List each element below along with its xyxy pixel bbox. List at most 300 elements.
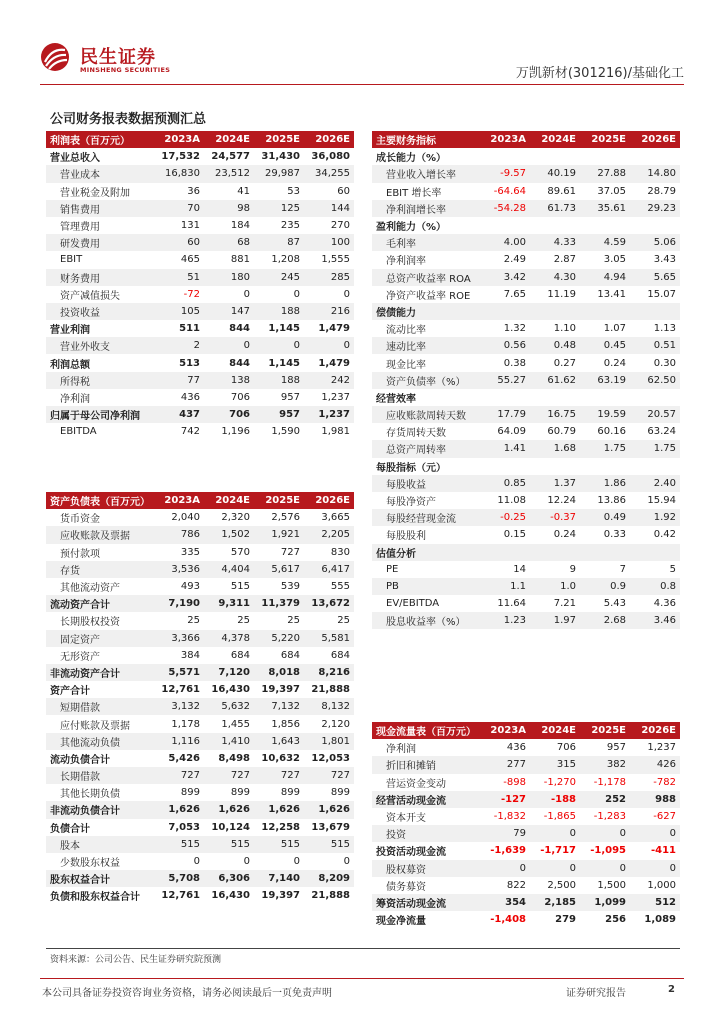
value-cell: 0.24	[603, 357, 626, 369]
value-cell: 144	[304, 200, 354, 217]
row-label: 其他流动负债	[46, 733, 154, 750]
value-cell: 0.38	[503, 357, 526, 369]
income-statement-table	[46, 131, 354, 440]
value-cell: -782	[653, 776, 676, 788]
value-cell: 1.13	[653, 323, 676, 335]
value-cell: 5,617	[254, 561, 304, 578]
row-label: 营运资金变动	[386, 778, 446, 790]
row-label: 归属于母公司净利润	[46, 406, 154, 423]
value-cell: 1.1	[480, 578, 530, 595]
row-label: 应收账款及票据	[46, 526, 154, 543]
value-cell: -1,283	[593, 811, 626, 823]
value-cell	[480, 217, 530, 234]
value-cell	[530, 217, 580, 234]
row-label: 净利润率	[386, 256, 426, 268]
value-cell: 36,080	[311, 151, 350, 163]
year-header-cell: 2024E	[530, 131, 580, 148]
value-cell: 684	[280, 649, 300, 661]
value-cell: 0.24	[553, 529, 576, 541]
value-cell: 830	[330, 546, 350, 558]
table-row	[372, 217, 680, 234]
row-label: 投资活动现金流	[376, 847, 446, 859]
value-cell: 79	[480, 825, 530, 842]
value-cell	[480, 148, 530, 165]
minsheng-logo-icon	[40, 42, 70, 72]
year-header-cell: 2024E	[204, 131, 254, 148]
value-cell: 0	[204, 337, 254, 354]
value-cell: 706	[556, 742, 576, 754]
table-row	[372, 578, 680, 595]
value-cell	[630, 217, 680, 234]
value-cell: -1,639	[490, 845, 526, 857]
value-cell: 40.19	[530, 165, 580, 182]
row-label: 营业总收入	[50, 153, 100, 165]
table-title-cell: 资产负债表（百万元）	[46, 492, 154, 509]
table-row	[46, 853, 354, 870]
table-row	[46, 715, 354, 732]
value-cell: 100	[304, 234, 354, 251]
value-cell: 10,632	[261, 752, 300, 764]
value-cell: 17.79	[480, 406, 530, 423]
value-cell: 899	[280, 787, 300, 799]
table-header-row	[372, 722, 680, 739]
value-cell: 138	[204, 372, 254, 389]
row-label: 应收账款周转天数	[372, 406, 480, 423]
value-cell: 12,761	[161, 890, 200, 902]
table-row	[372, 612, 680, 629]
row-label: 流动负债合计	[50, 754, 110, 766]
value-cell: 245	[254, 269, 304, 286]
row-label: 短期借款	[46, 698, 154, 715]
value-cell: 14.80	[630, 165, 680, 182]
table-row	[372, 774, 680, 791]
value-cell: 7.65	[503, 288, 526, 300]
value-cell: 27.88	[580, 165, 630, 182]
table-header-row	[46, 131, 354, 148]
value-cell: 2	[154, 337, 204, 354]
table-row	[372, 791, 680, 808]
value-cell: 11.08	[497, 495, 526, 507]
report-subject: 万凯新材(301216)/基础化工	[515, 66, 684, 81]
row-label: 长期借款	[46, 767, 154, 784]
value-cell: 8,132	[304, 698, 354, 715]
table-title-cell: 现金流量表（百万元）	[372, 722, 480, 739]
year-header-cell: 2023A	[480, 722, 530, 739]
value-cell: 7.21	[553, 598, 576, 610]
value-cell: 2,040	[171, 512, 200, 524]
value-cell	[580, 148, 630, 165]
value-cell: 64.09	[497, 426, 526, 438]
row-label: 研发费用	[46, 234, 154, 251]
value-cell: 0	[530, 860, 580, 877]
year-header-cell: 2023A	[154, 492, 204, 509]
value-cell: 1,000	[647, 879, 676, 891]
table-row	[46, 165, 354, 182]
value-cell	[480, 389, 530, 406]
value-cell: 61.62	[530, 372, 580, 389]
value-cell	[580, 389, 630, 406]
table-row	[46, 406, 354, 423]
value-cell: 2,576	[271, 512, 300, 524]
value-cell: 0	[630, 825, 680, 842]
row-label: 财务费用	[46, 269, 154, 286]
value-cell: 2.68	[580, 612, 630, 629]
key-ratios-table	[372, 131, 680, 629]
value-cell: 285	[304, 269, 354, 286]
value-cell: 4.36	[653, 598, 676, 610]
value-cell: 8,216	[304, 664, 354, 681]
table-row	[372, 860, 680, 877]
value-cell: 436	[180, 391, 200, 403]
table-row	[372, 148, 680, 165]
row-label: 估值分析	[372, 544, 480, 561]
row-label: 成长能力（%）	[376, 153, 447, 165]
row-label: 净利润	[60, 393, 90, 405]
value-cell: 988	[630, 791, 680, 808]
value-cell: 0	[254, 337, 304, 354]
value-cell: -1,865	[543, 811, 576, 823]
table-row	[372, 269, 680, 286]
table-row	[46, 354, 354, 371]
table-row	[46, 819, 354, 836]
row-label: 资产合计	[50, 686, 90, 698]
value-cell: 1.97	[530, 612, 580, 629]
row-label: 存货	[46, 561, 154, 578]
table-row	[372, 320, 680, 337]
row-label: 现金比率	[386, 359, 426, 371]
value-cell: 0.30	[653, 357, 676, 369]
value-cell: 570	[230, 546, 250, 558]
row-label: 非流动负债合计	[46, 801, 154, 818]
value-cell: 4.59	[580, 234, 630, 251]
value-cell: 3,366	[154, 630, 204, 647]
value-cell: 21,888	[311, 684, 350, 696]
value-cell: 957	[254, 406, 304, 423]
value-cell: 2,500	[547, 879, 576, 891]
value-cell: 24,577	[211, 151, 250, 163]
value-cell: 1,981	[321, 426, 350, 438]
row-label: 盈利能力（%）	[376, 222, 447, 234]
value-cell: 513	[179, 357, 200, 369]
table-row	[372, 406, 680, 423]
section-title: 公司财务报表数据预测汇总	[50, 112, 207, 127]
row-label: 流动资产合计	[46, 595, 154, 612]
value-cell: 7,190	[154, 595, 204, 612]
table-title-cell: 利润表（百万元）	[46, 131, 154, 148]
value-cell	[630, 389, 680, 406]
value-cell: 34,255	[304, 165, 354, 182]
table-row	[46, 200, 354, 217]
year-header-cell: 2026E	[304, 131, 354, 148]
value-cell: 8,209	[304, 870, 354, 887]
row-label: EBITDA	[60, 426, 97, 438]
value-cell: 515	[230, 581, 250, 593]
value-cell: 12,053	[311, 752, 350, 764]
table-row	[46, 836, 354, 853]
row-label: 营业成本	[46, 165, 154, 182]
value-cell: 0.56	[480, 337, 530, 354]
row-label: 投资	[372, 825, 480, 842]
value-cell: 1,479	[318, 323, 350, 335]
row-label: 其他长期负债	[60, 789, 120, 801]
value-cell: 0	[243, 288, 250, 300]
table-row	[46, 234, 354, 251]
value-cell: 1.92	[630, 509, 680, 526]
value-cell: 384	[180, 649, 200, 661]
value-cell: 1.75	[580, 440, 630, 457]
value-cell: 2.40	[630, 475, 680, 492]
row-label: EBIT	[60, 254, 83, 266]
value-cell: 354	[480, 894, 530, 911]
row-label: 管理费用	[60, 222, 100, 234]
table-row	[46, 544, 354, 561]
value-cell: 7	[619, 563, 626, 575]
value-cell: 16,430	[211, 684, 250, 696]
value-cell: 2.87	[553, 254, 576, 266]
table-row	[372, 509, 680, 526]
value-cell: 25	[237, 615, 250, 627]
value-cell: 5,220	[254, 630, 304, 647]
value-cell: 1.23	[480, 612, 530, 629]
value-cell: 0.27	[553, 357, 576, 369]
value-cell: 180	[204, 269, 254, 286]
table-title-cell: 主要财务指标	[372, 131, 480, 148]
value-cell: 727	[304, 767, 354, 784]
value-cell: 3,536	[154, 561, 204, 578]
value-cell: 515	[254, 836, 304, 853]
value-cell: -627	[653, 811, 676, 823]
value-cell: 1,626	[304, 801, 354, 818]
value-cell: 5.43	[603, 598, 626, 610]
value-cell: 1,502	[204, 526, 254, 543]
value-cell: 1.07	[603, 323, 626, 335]
table-row	[46, 750, 354, 767]
value-cell: -0.25	[480, 509, 530, 526]
value-cell	[480, 303, 530, 320]
value-cell: 684	[230, 649, 250, 661]
row-label: 营业税金及附加	[60, 187, 130, 199]
value-cell: 61.73	[530, 200, 580, 217]
table-row	[46, 784, 354, 801]
value-cell	[480, 544, 530, 561]
table-row	[372, 165, 680, 182]
table-row	[46, 578, 354, 595]
value-cell: 3.43	[653, 254, 676, 266]
year-header-cell: 2024E	[204, 492, 254, 509]
value-cell: 1.68	[530, 440, 580, 457]
value-cell: 1,626	[204, 801, 254, 818]
value-cell: 6,417	[304, 561, 354, 578]
value-cell: -72	[183, 288, 200, 300]
value-cell: 1.10	[553, 323, 576, 335]
value-cell: 5.06	[630, 234, 680, 251]
row-label: PB	[372, 578, 480, 595]
row-label: 非流动资产合计	[46, 664, 154, 681]
table-row	[46, 286, 354, 303]
value-cell: 1,089	[644, 914, 676, 926]
row-label: 营业收入增长率	[372, 165, 480, 182]
year-header-cell: 2023A	[480, 131, 530, 148]
value-cell	[580, 458, 630, 475]
value-cell: 184	[230, 220, 250, 232]
value-cell: 62.50	[630, 372, 680, 389]
value-cell: 4.94	[580, 269, 630, 286]
value-cell	[530, 148, 580, 165]
row-label: 其他流动资产	[60, 583, 120, 595]
value-cell: 0.33	[603, 529, 626, 541]
value-cell: 3.05	[603, 254, 626, 266]
value-cell	[580, 217, 630, 234]
value-cell: 1,410	[204, 733, 254, 750]
value-cell: 279	[555, 914, 576, 926]
value-cell: 881	[230, 254, 250, 266]
value-cell: -898	[503, 776, 526, 788]
value-cell: 5,708	[154, 870, 204, 887]
value-cell: 13.86	[597, 495, 626, 507]
value-cell: 125	[254, 200, 304, 217]
table-row	[46, 595, 354, 612]
value-cell: 4,378	[204, 630, 254, 647]
row-label: 负债和股东权益合计	[50, 892, 140, 904]
value-cell: 7,120	[204, 664, 254, 681]
value-cell: 0.48	[530, 337, 580, 354]
year-header-cell: 2026E	[630, 131, 680, 148]
row-label: EBIT 增长率	[386, 187, 442, 199]
value-cell: 70	[154, 200, 204, 217]
row-label: 偿债能力	[372, 303, 480, 320]
row-label: 每股经营现金流	[372, 509, 480, 526]
table-row	[372, 561, 680, 578]
table-row	[46, 217, 354, 234]
value-cell: -188	[530, 791, 580, 808]
value-cell: 3,665	[321, 512, 350, 524]
table-row	[372, 842, 680, 859]
value-cell: 1,643	[254, 733, 304, 750]
value-cell: 12,761	[161, 684, 200, 696]
footer-divider	[40, 978, 684, 979]
value-cell: 1,145	[268, 357, 300, 369]
table-row	[372, 354, 680, 371]
value-cell: 2,205	[304, 526, 354, 543]
table-row	[372, 183, 680, 200]
value-cell: -54.28	[480, 200, 530, 217]
table-row	[46, 526, 354, 543]
value-cell: 5.65	[630, 269, 680, 286]
value-cell: 0	[580, 860, 630, 877]
value-cell: 6,306	[204, 870, 254, 887]
table-row	[372, 286, 680, 303]
value-cell: 1.75	[630, 440, 680, 457]
value-cell: -64.64	[493, 185, 526, 197]
value-cell: 51	[154, 269, 204, 286]
value-cell: 53	[287, 185, 300, 197]
value-cell: 29,987	[254, 165, 304, 182]
table-row	[46, 664, 354, 681]
row-label: 应付账款及票据	[60, 720, 130, 732]
value-cell: 1,921	[254, 526, 304, 543]
row-label: 速动比率	[372, 337, 480, 354]
value-cell: 727	[204, 767, 254, 784]
row-label: 营业外收支	[46, 337, 154, 354]
row-label: 流动比率	[386, 325, 426, 337]
table-row	[46, 681, 354, 698]
row-label: 经营活动现金流	[372, 791, 480, 808]
table-row	[46, 183, 354, 200]
table-row	[46, 372, 354, 389]
row-label: 筹资活动现金流	[372, 894, 480, 911]
value-cell: 0.8	[630, 578, 680, 595]
table-row	[372, 303, 680, 320]
value-cell: 12,258	[261, 821, 300, 833]
value-cell: 4.33	[530, 234, 580, 251]
value-cell: 1,455	[221, 718, 250, 730]
table-row	[46, 870, 354, 887]
row-label: 资产负债率（%）	[372, 372, 480, 389]
value-cell: 0	[293, 856, 300, 868]
value-cell: 4.30	[530, 269, 580, 286]
table-row	[372, 894, 680, 911]
value-cell	[530, 303, 580, 320]
value-cell	[580, 544, 630, 561]
value-cell: 1,237	[304, 406, 354, 423]
value-cell: 0	[243, 856, 250, 868]
row-label: 无形资产	[60, 651, 100, 663]
value-cell: 5,581	[304, 630, 354, 647]
value-cell: 0.42	[653, 529, 676, 541]
table-row	[372, 423, 680, 440]
value-cell: 5,426	[168, 752, 200, 764]
value-cell: 89.61	[547, 185, 576, 197]
value-cell: 426	[630, 756, 680, 773]
row-label: 销售费用	[46, 200, 154, 217]
table-row	[372, 458, 680, 475]
value-cell: -411	[650, 845, 676, 857]
value-cell: 515	[154, 836, 204, 853]
table-row	[46, 337, 354, 354]
row-label: 股息收益率（%）	[372, 612, 480, 629]
row-label: 总资产周转率	[372, 440, 480, 457]
value-cell	[480, 458, 530, 475]
value-cell: 98	[204, 200, 254, 217]
row-label: 净利润增长率	[372, 200, 480, 217]
value-cell: 9	[569, 563, 576, 575]
value-cell: 0.15	[503, 529, 526, 541]
table-row	[372, 372, 680, 389]
value-cell: 3.42	[480, 269, 530, 286]
value-cell: -1,270	[543, 776, 576, 788]
table-row	[372, 877, 680, 894]
value-cell: -127	[480, 791, 530, 808]
value-cell: 35.61	[580, 200, 630, 217]
value-cell: 1,626	[254, 801, 304, 818]
value-cell: 5,571	[154, 664, 204, 681]
value-cell: 63.24	[647, 426, 676, 438]
value-cell	[630, 303, 680, 320]
value-cell: 19,397	[261, 684, 300, 696]
table-row	[46, 698, 354, 715]
value-cell: 55.27	[480, 372, 530, 389]
value-cell: 25	[187, 615, 200, 627]
table-row	[46, 733, 354, 750]
value-cell: 1,801	[304, 733, 354, 750]
value-cell: -1,178	[593, 776, 626, 788]
year-header-cell: 2024E	[530, 722, 580, 739]
table-row	[46, 561, 354, 578]
value-cell: 147	[204, 303, 254, 320]
value-cell: 4.00	[480, 234, 530, 251]
value-cell: 235	[280, 220, 300, 232]
value-cell: 844	[229, 357, 250, 369]
